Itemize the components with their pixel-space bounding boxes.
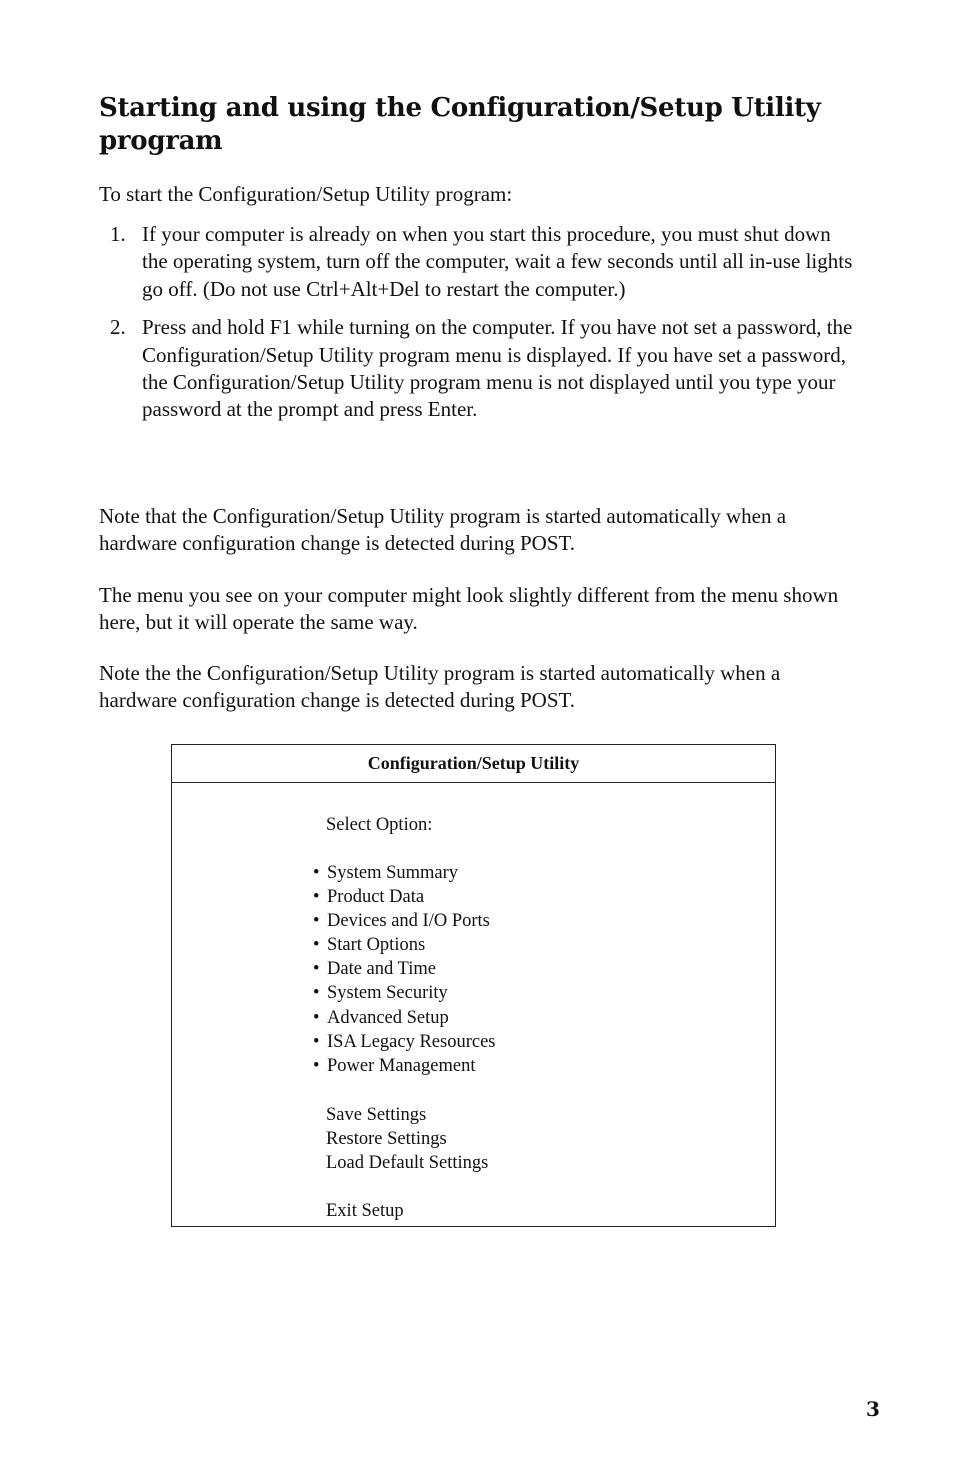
menu-option-system-security[interactable] <box>313 981 496 1005</box>
menu-option-date-time[interactable] <box>313 957 496 981</box>
save-settings-option[interactable]: Save Settings <box>326 1105 427 1125</box>
setup-options-list <box>313 861 496 1078</box>
menu-option-advanced-setup[interactable] <box>313 1006 496 1030</box>
bullet-icon: • <box>313 1055 320 1076</box>
menu-option-label: Start Options <box>327 935 426 956</box>
menu-option-label: Power Management <box>327 1055 476 1076</box>
bullet-icon: • <box>313 911 320 932</box>
menu-option-devices-io-ports[interactable] <box>313 909 496 933</box>
setup-utility-title: Configuration/Setup Utility <box>172 745 775 783</box>
page-number: 3 <box>866 1397 880 1421</box>
select-option-prompt: Select Option: <box>326 815 433 835</box>
bullet-icon: • <box>313 887 320 908</box>
step-item <box>99 314 859 424</box>
step-text: If your computer is already on when you start this procedure, you must shut down the operating system, turn off the computer, wait a few seconds until all in-use lights go off. (Do not use Ctrl+Alt+Del to restart the computer.) <box>142 222 853 301</box>
setup-actions-list <box>326 1103 488 1175</box>
menu-option-isa-legacy-resources[interactable] <box>313 1030 496 1054</box>
bullet-icon: • <box>313 959 320 980</box>
step-text: Press and hold F1 while turning on the computer. If you have not set a password, the Configuration/Setup Utility program menu is displayed. If you have set a password, the Configuration/Setup Utility program menu is not displayed until you type your password at the prompt and press Enter. <box>142 315 853 422</box>
note-paragraph-repeat: Note the the Configuration/Setup Utility program is started automatically when a hardware configuration change is detected during POST. <box>99 661 781 713</box>
menu-option-label: Devices and I/O Ports <box>327 911 490 932</box>
menu-option-label: ISA Legacy Resources <box>327 1031 496 1052</box>
restore-settings-option[interactable]: Restore Settings <box>326 1129 447 1150</box>
bullet-icon: • <box>313 935 320 956</box>
menu-option-label: System Summary <box>327 863 459 883</box>
menu-option-label: System Security <box>327 983 448 1004</box>
intro-paragraph: To start the Configuration/Setup Utility program: <box>99 182 513 206</box>
menu-appearance-paragraph: The menu you see on your computer might look slightly different from the menu shown here, but it will operate the same way. <box>99 583 839 635</box>
bullet-icon: • <box>313 1031 320 1052</box>
bullet-icon: • <box>313 983 320 1004</box>
menu-option-label: Advanced Setup <box>327 1007 449 1028</box>
menu-option-start-options[interactable] <box>313 933 496 957</box>
exit-setup-option[interactable]: Exit Setup <box>326 1201 404 1221</box>
note-paragraph: Note that the Configuration/Setup Utility program is started automatically when a hardware configuration change is detected during POST. <box>99 504 787 556</box>
bullet-icon: • <box>313 1007 320 1028</box>
procedure-steps <box>99 221 859 435</box>
step-number: 2. <box>110 315 126 340</box>
menu-option-label: Product Data <box>327 887 425 908</box>
menu-option-product-data[interactable] <box>313 885 496 909</box>
menu-option-label: Date and Time <box>327 959 436 980</box>
step-item <box>99 221 859 303</box>
load-default-settings-option[interactable]: Load Default Settings <box>326 1153 489 1174</box>
page-heading: Starting and using the Configuration/Setup Utility program <box>99 93 821 156</box>
setup-utility-menu-figure <box>171 744 776 1227</box>
bullet-icon: • <box>313 863 320 883</box>
menu-option-power-management[interactable] <box>313 1054 496 1078</box>
step-number: 1. <box>110 222 126 246</box>
menu-option-system-summary[interactable] <box>313 861 496 885</box>
